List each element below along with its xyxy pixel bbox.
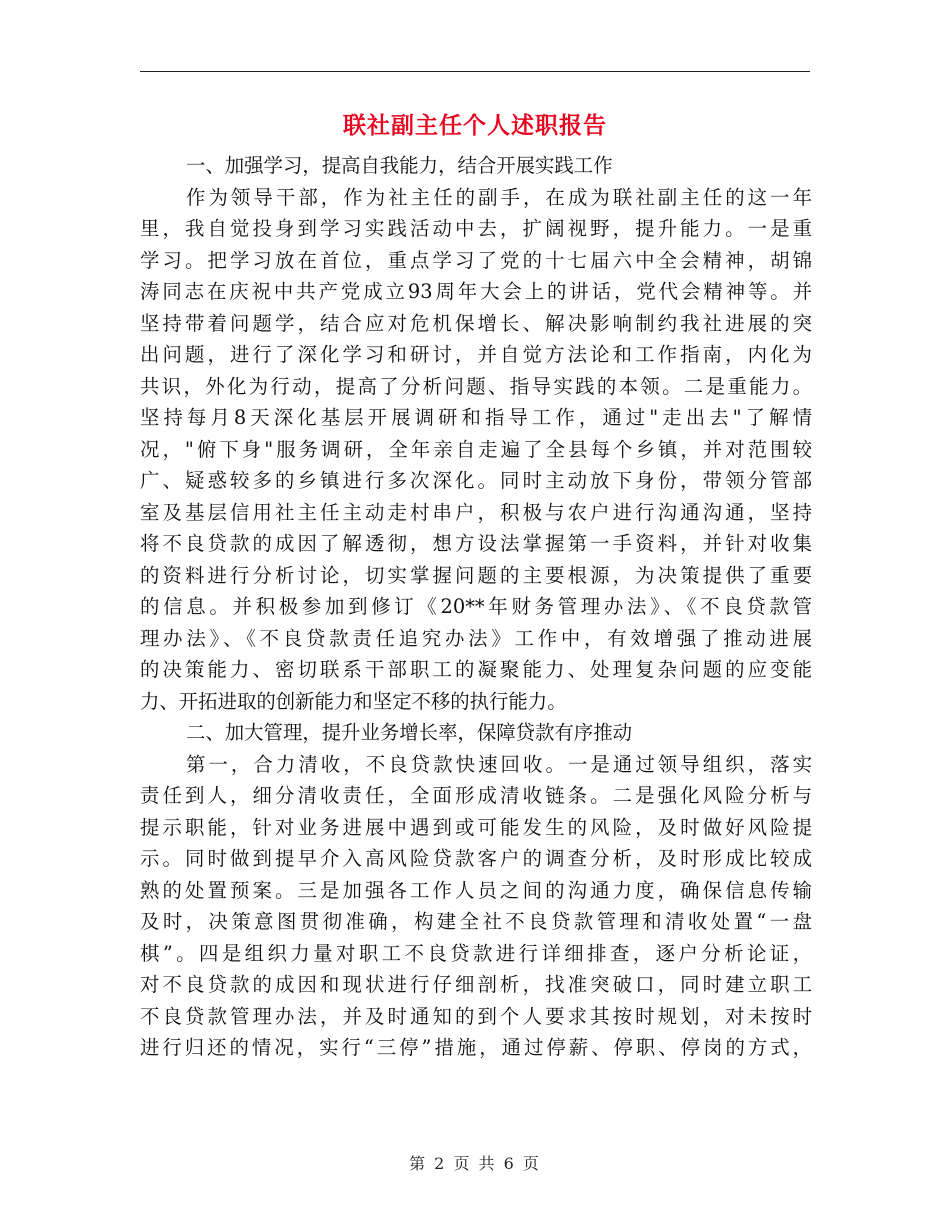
body-line: 责任到人，细分清收责任，全面形成清收链条。二是强化风险分析与 — [140, 784, 812, 807]
body-line: 坚持带着问题学，结合应对危机保增长、解决影响制约我社进展的突 — [140, 311, 812, 335]
body-line: 提示职能，针对业务进展中遇到或可能发生的风险，及时做好风险提 — [140, 815, 812, 839]
document-body — [140, 150, 812, 1064]
body-line: 将不良贷款的成因了解透彻，想方设法掌握第一手资料，并针对收集 — [140, 532, 812, 555]
document-title: 联社副主任个人述职报告 — [343, 112, 607, 139]
header-rule — [140, 71, 810, 72]
body-line: 出问题，进行了深化学习和研讨，并自觉方法论和工作指南，内化为 — [140, 343, 812, 366]
body-line: 况，"俯下身"服务调研，全年亲自走遍了全县每个乡镇，并对范围较 — [140, 437, 812, 461]
body-line: 的资料进行分析讨论，切实掌握问题的主要根源，为决策提供了重要 — [140, 563, 812, 587]
body-line: 及时，决策意图贯彻准确，构建全社不良贷款管理和清收处置“一盘 — [140, 910, 812, 933]
body-line: 熟的处置预案。三是加强各工作人员之间的沟通力度，确保信息传输 — [140, 878, 812, 902]
page-number: 第 2 页 共 6 页 — [409, 1154, 541, 1173]
body-line: 的决策能力、密切联系干部职工的凝聚能力、处理复杂问题的应变能 — [140, 658, 812, 681]
body-line: 的信息。并积极参加到修订《20**年财务管理办法》、《不良贷款管 — [140, 595, 812, 618]
body-line: 室及基层信用社主任主动走村串户，积极与农户进行沟通沟通，坚持 — [140, 500, 812, 524]
body-line: 坚持每月8天深化基层开展调研和指导工作，通过"走出去"了解情 — [140, 406, 812, 429]
body-line: 第一，合力清收，不良贷款快速回收。一是通过领导组织，落实 — [186, 752, 812, 776]
body-line: 棋”。四是组织力量对职工不良贷款进行详细排查，逐户分析论证， — [140, 941, 812, 965]
body-line: 进行归还的情况，实行“三停”措施，通过停薪、停职、停岗的方式， — [140, 1036, 812, 1059]
body-line: 二、加大管理，提升业务增长率，保障贷款有序推动 — [186, 721, 632, 744]
body-line: 涛同志在庆祝中共产党成立93周年大会上的讲话，党代会精神等。并 — [140, 280, 812, 303]
body-line: 学习。把学习放在首位，重点学习了党的十七届六中全会精神，胡锦 — [140, 248, 812, 272]
body-line: 一、加强学习，提高自我能力，结合开展实践工作 — [186, 154, 613, 177]
body-line: 力、开拓进取的创新能力和坚定不移的执行能力。 — [140, 689, 567, 713]
body-line: 不良贷款管理办法，并及时通知的到个人要求其按时规划，对未按时 — [140, 1004, 812, 1028]
body-line: 作为领导干部，作为社主任的副手，在成为联社副主任的这一年 — [186, 185, 812, 209]
body-line: 示。同时做到提早介入高风险贷款客户的调查分析，及时形成比较成 — [140, 847, 812, 870]
body-line: 对不良贷款的成因和现状进行仔细剖析，找准突破口，同时建立职工 — [140, 973, 812, 996]
body-line: 里，我自觉投身到学习实践活动中去，扩阔视野，提升能力。一是重 — [140, 217, 812, 240]
body-line: 共识，外化为行动，提高了分析问题、指导实践的本领。二是重能力。 — [140, 374, 812, 398]
body-line: 广、疑惑较多的乡镇进行多次深化。同时主动放下身份，带领分管部 — [140, 469, 812, 492]
body-line: 理办法》、《不良贷款责任追究办法》工作中，有效增强了推动进展 — [140, 626, 812, 650]
